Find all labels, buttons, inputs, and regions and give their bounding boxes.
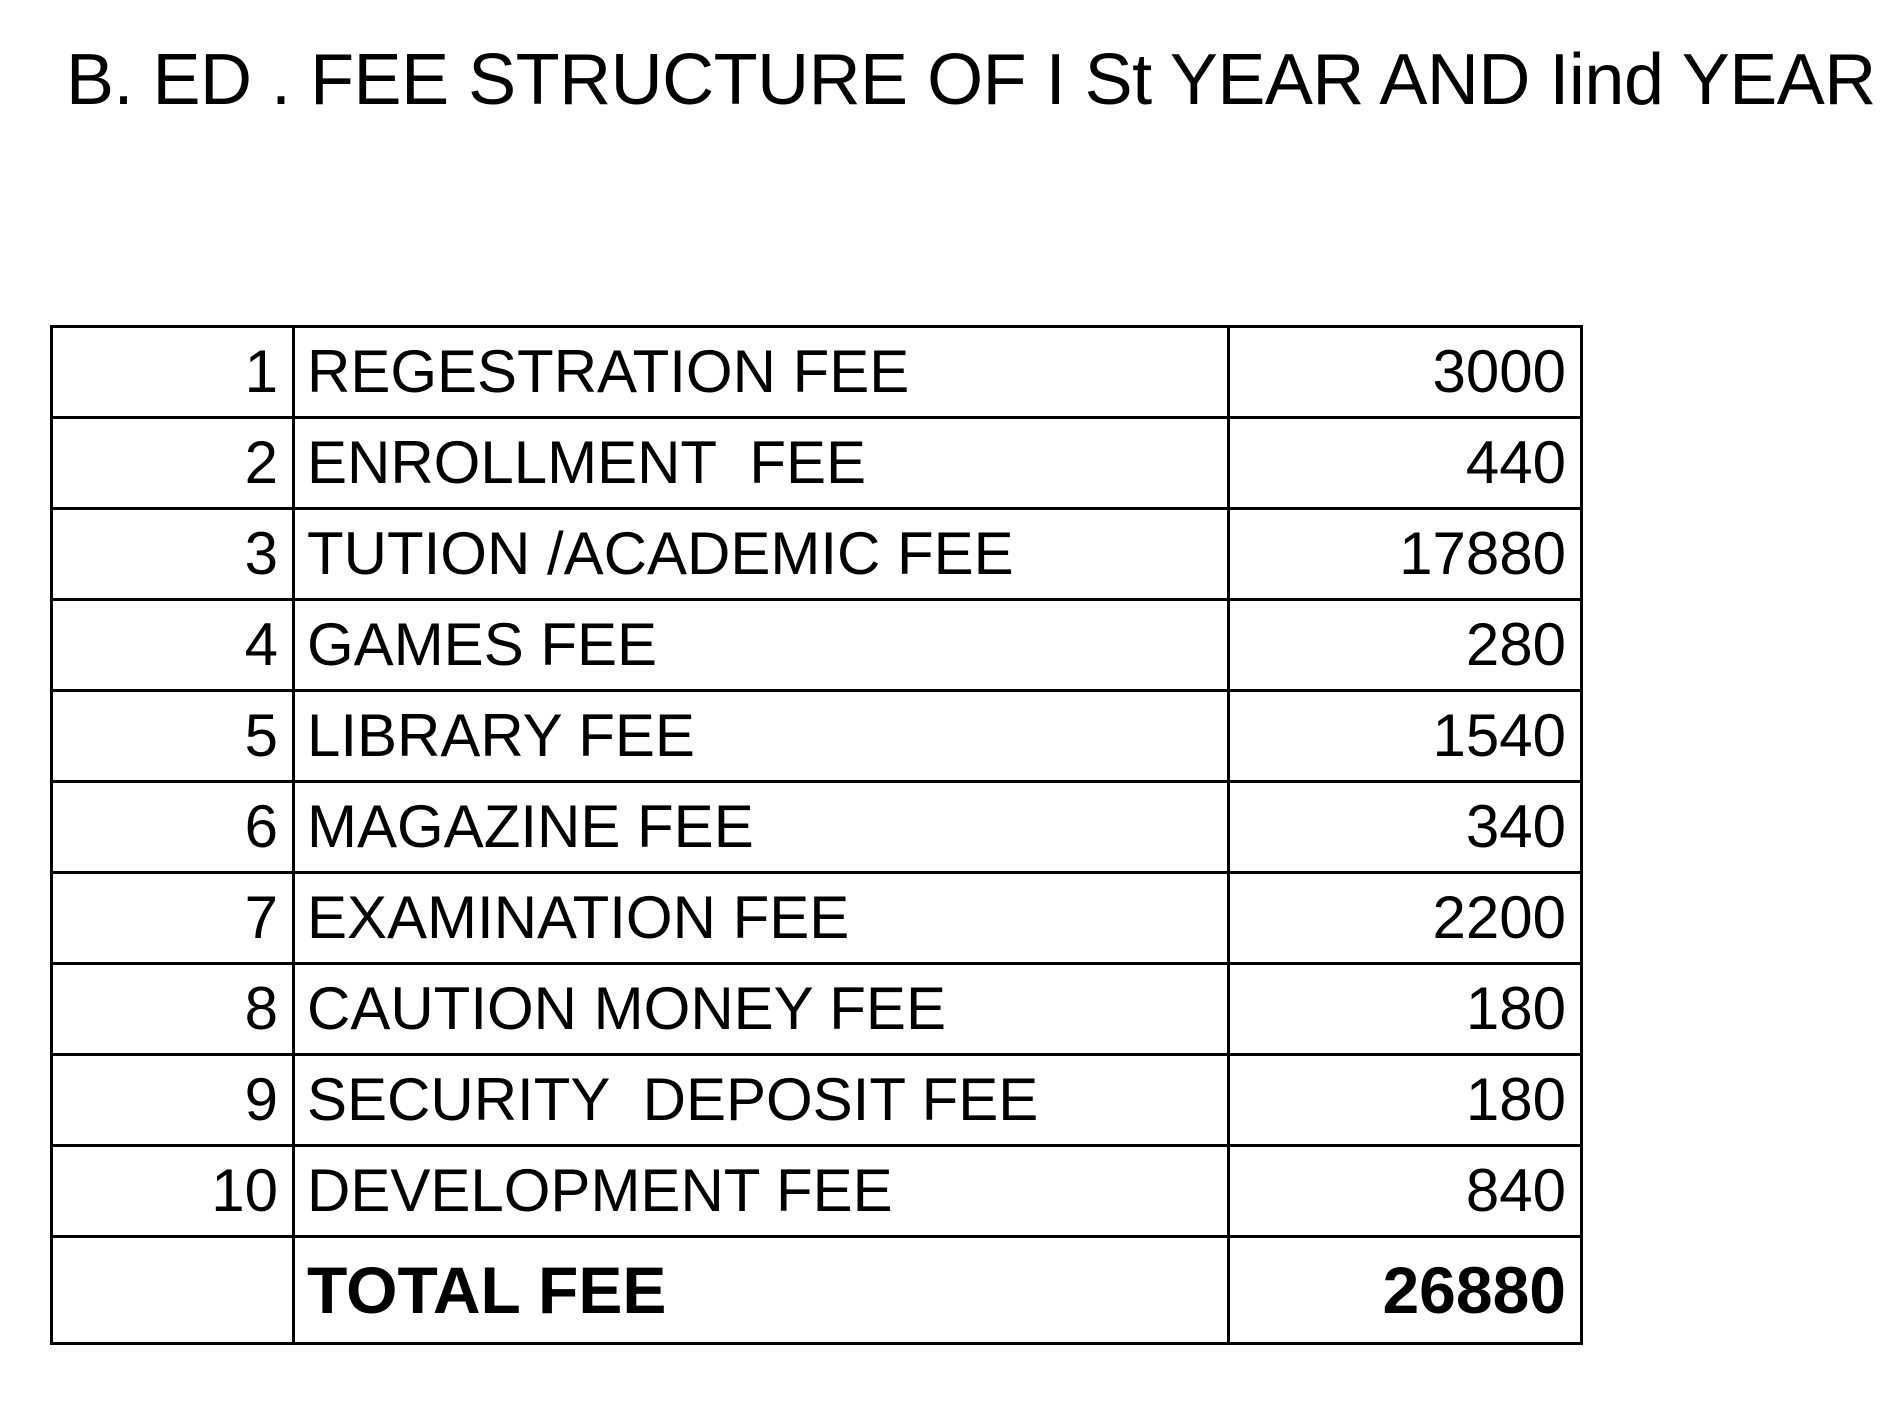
- total-row: [52, 1237, 1582, 1344]
- fee-amount: 440: [1229, 418, 1582, 509]
- fee-name: TUTION /ACADEMIC FEE: [294, 509, 1229, 600]
- fee-serial-number: 9: [52, 1055, 294, 1146]
- fee-name: GAMES FEE: [294, 600, 1229, 691]
- table-row: [52, 782, 1582, 873]
- fee-serial-number: 2: [52, 418, 294, 509]
- fee-serial-number: 10: [52, 1146, 294, 1237]
- fee-serial-number: 6: [52, 782, 294, 873]
- fee-name: CAUTION MONEY FEE: [294, 964, 1229, 1055]
- table-row: [52, 691, 1582, 782]
- fee-amount: 3000: [1229, 327, 1582, 418]
- fee-amount: 180: [1229, 964, 1582, 1055]
- table-row: [52, 873, 1582, 964]
- fee-serial-number: 1: [52, 327, 294, 418]
- fee-serial-number: 3: [52, 509, 294, 600]
- fee-serial-number: 8: [52, 964, 294, 1055]
- fee-serial-number: 5: [52, 691, 294, 782]
- fee-amount: 17880: [1229, 509, 1582, 600]
- fee-name: EXAMINATION FEE: [294, 873, 1229, 964]
- table-row: [52, 1146, 1582, 1237]
- fee-amount: 2200: [1229, 873, 1582, 964]
- fee-serial-number: 4: [52, 600, 294, 691]
- fee-name: REGESTRATION FEE: [294, 327, 1229, 418]
- fee-amount: 280: [1229, 600, 1582, 691]
- table-row: [52, 1055, 1582, 1146]
- table-row: [52, 964, 1582, 1055]
- table-row: [52, 509, 1582, 600]
- table-row: [52, 600, 1582, 691]
- fee-name: DEVELOPMENT FEE: [294, 1146, 1229, 1237]
- total-label: TOTAL FEE: [294, 1237, 1229, 1344]
- fee-amount: 340: [1229, 782, 1582, 873]
- table-row: [52, 418, 1582, 509]
- total-amount: 26880: [1229, 1237, 1582, 1344]
- fee-table-body: [52, 327, 1582, 1344]
- fee-amount: 1540: [1229, 691, 1582, 782]
- fee-name: MAGAZINE FEE: [294, 782, 1229, 873]
- total-serial-empty: [52, 1237, 294, 1344]
- table-row: [52, 327, 1582, 418]
- fee-name: SECURITY DEPOSIT FEE: [294, 1055, 1229, 1146]
- fee-table: [50, 325, 1583, 1345]
- page-title: B. ED . FEE STRUCTURE OF I St YEAR AND Iind YEAR: [66, 40, 1876, 120]
- fee-amount: 180: [1229, 1055, 1582, 1146]
- fee-name: ENROLLMENT FEE: [294, 418, 1229, 509]
- fee-name: LIBRARY FEE: [294, 691, 1229, 782]
- fee-serial-number: 7: [52, 873, 294, 964]
- fee-amount: 840: [1229, 1146, 1582, 1237]
